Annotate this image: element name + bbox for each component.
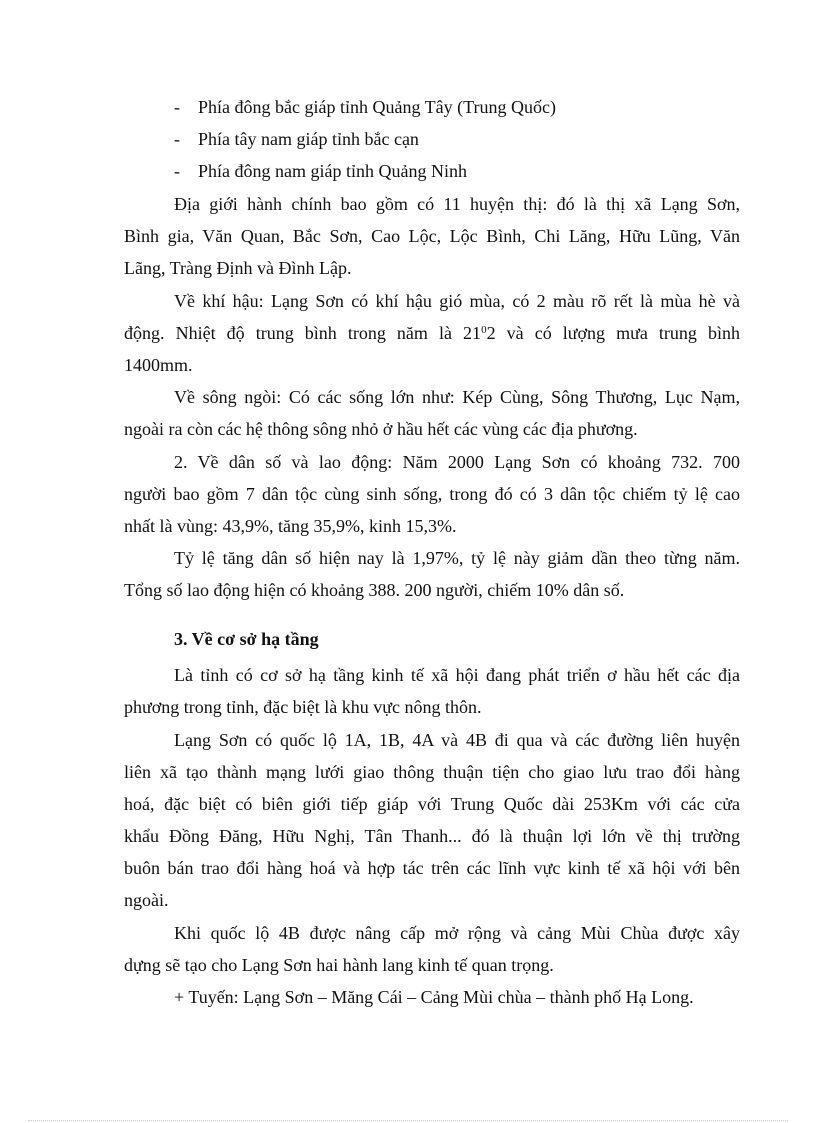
paragraph-line: Là tỉnh có cơ sở hạ tầng kinh tế xã hội đang phát triển ơ hầu hết các địa	[174, 665, 740, 685]
paragraph-line: dựng sẽ tạo cho Lạng Sơn hai hành lang kinh tế quan trọng.	[124, 955, 554, 975]
paragraph-line: hoá, đặc biệt có biên giới tiếp giáp với Trung Quốc dài 253Km với các cửa	[124, 794, 740, 814]
bullet-marker: -	[174, 129, 180, 149]
paragraph-line: + Tuyến: Lạng Sơn – Măng Cái – Cảng Mùi chùa – thành phố Hạ Long.	[174, 987, 694, 1007]
paragraph-line: khẩu Đồng Đăng, Hữu Nghị, Tân Thanh... đó là thuận lợi lớn về thị trường	[124, 826, 740, 846]
paragraph-line: Tổng số lao động hiện có khoảng 388. 200 người, chiếm 10% dân số.	[124, 580, 625, 600]
paragraph-line: phương trong tỉnh, đặc biệt là khu vực nông thôn.	[124, 697, 482, 717]
paragraph-line: động. Nhiệt độ trung bình trong năm là $21^02$ và có lượng mưa trung bình	[124, 323, 741, 343]
paragraph-line: Về khí hậu: Lạng Sơn có khí hậu gió mùa, có 2 màu rõ rết là mùa hè và	[174, 291, 740, 311]
bullet-item: - Phía tây nam giáp tỉnh bắc cạn	[174, 129, 419, 149]
paragraph-line: Tỷ lệ tăng dân số hiện nay là 1,97%, tỷ lệ này giảm dần theo từng năm.	[174, 548, 740, 568]
paragraph-line: Khi quốc lộ 4B được nâng cấp mở rộng và cảng Mùi Chùa được xây	[174, 923, 740, 943]
paragraph-line: Lãng, Tràng Định và Đình Lập.	[124, 258, 352, 278]
section-heading: 3. Về cơ sở hạ tầng	[174, 629, 319, 649]
paragraph-line: ngoài.	[124, 890, 169, 910]
bullet-marker: -	[174, 161, 180, 181]
paragraph-line: nhất là vùng: 43,9%, tăng 35,9%, kinh 15,3%.	[124, 516, 457, 536]
bullet-marker: -	[174, 97, 180, 117]
page-bottom-divider	[28, 1120, 788, 1121]
paragraph-line: người bao gồm 7 dân tộc cùng sinh sống, trong đó có 3 dân tộc chiếm tỷ lệ cao	[124, 484, 740, 504]
paragraph-line: buôn bán trao đổi hàng hoá và hợp tác trên các lĩnh vực kinh tế xã hội với bên	[124, 858, 740, 878]
paragraph-line: Về sông ngòi: Có các sống lớn như: Kép Cùng, Sông Thương, Lục Nạm,	[174, 387, 740, 407]
paragraph-line: liên xã tạo thành mạng lưới giao thông thuận tiện cho giao lưu trao đổi hàng	[124, 762, 740, 782]
bullet-item: - Phía đông bắc giáp tỉnh Quảng Tây (Trung Quốc)	[174, 97, 556, 117]
paragraph-line: 2. Về dân số và lao động: Năm 2000 Lạng Sơn có khoảng 732. 700	[174, 452, 740, 472]
bullet-item: - Phía đông nam giáp tỉnh Quảng Ninh	[174, 161, 467, 181]
paragraph-line: Địa giới hành chính bao gồm có 11 huyện thị: đó là thị xã Lạng Sơn,	[174, 194, 740, 214]
paragraph-line: ngoài ra còn các hệ thông sông nhỏ ở hầu hết các vùng các địa phương.	[124, 419, 638, 439]
paragraph-line: Lạng Sơn có quốc lộ 1A, 1B, 4A và 4B đi qua và các đường liên huyện	[174, 730, 740, 750]
paragraph-line: 1400mm.	[124, 355, 193, 375]
paragraph-line: Bình gia, Văn Quan, Bắc Sơn, Cao Lộc, Lộc Bình, Chi Lăng, Hữu Lũng, Văn	[124, 226, 740, 246]
